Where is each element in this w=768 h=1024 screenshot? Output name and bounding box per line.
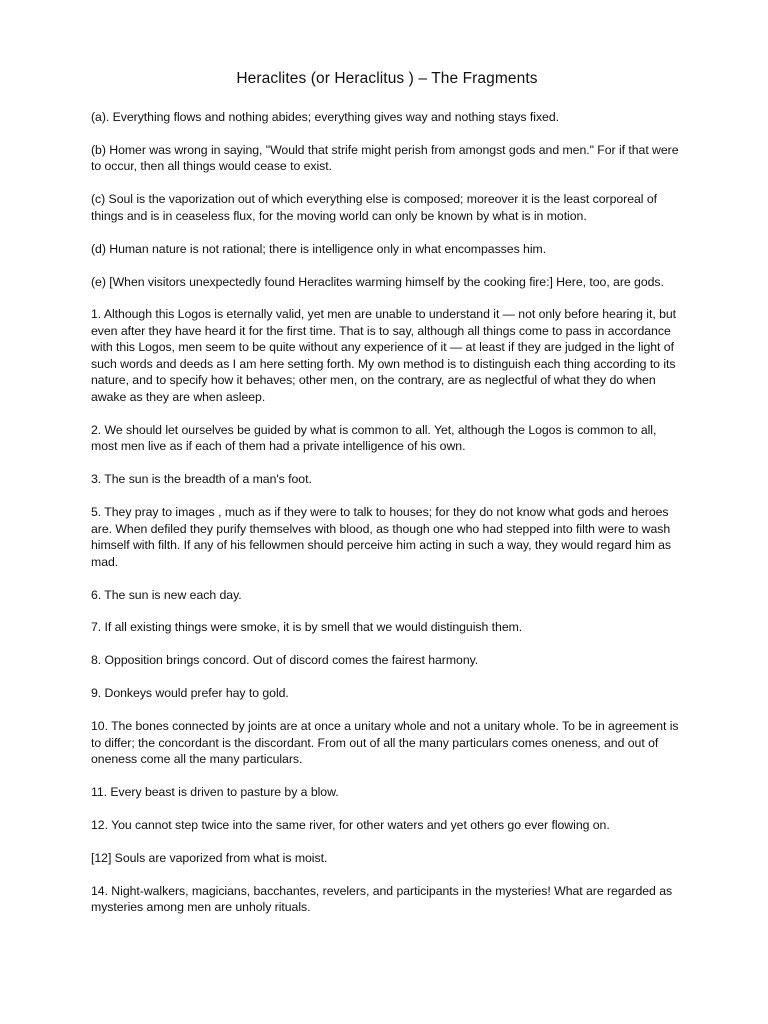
- fragment-c: (c) Soul is the vaporization out of which everything else is composed; moreover it is the least corporeal of things and is in ceaseless flux, for the moving world can only be known by what is in motion.: [91, 192, 657, 223]
- fragment-5: 5. They pray to images , much as if they were to talk to houses; for they do not know what gods and heroes are. When defiled they purify themselves with blood, as though one who had stepped into filth were to wash himself with filth. If any of his fellowmen should perceive him acting in such a way, they would regard him as mad.: [91, 505, 672, 569]
- fragment-8: 8. Opposition brings concord. Out of discord comes the fairest harmony.: [91, 653, 479, 668]
- fragment-a: (a). Everything flows and nothing abides; everything gives way and nothing stays fixed.: [91, 110, 559, 124]
- fragment-10: 10. The bones connected by joints are at once a unitary whole and not a unitary whole. To be in agreement is to differ; the concordant is the discordant. From out of all the many particulars comes oneness, and out of oneness come all the many particulars.: [91, 719, 679, 767]
- document-title: Heraclites (or Heraclitus ) – The Fragments: [236, 70, 538, 87]
- fragment-2: 2. We should let ourselves be guided by what is common to all. Yet, although the Logos is common to all, most men live as if each of them had a private intelligence of his own.: [91, 422, 657, 454]
- fragment-b: (b) Homer was wrong in saying, "Would that strife might perish from amongst gods and men." For if that were to occur, then all things would cease to exist.: [91, 142, 679, 174]
- fragment-11: 11. Every beast is driven to pasture by a blow.: [91, 784, 339, 799]
- fragment-9: 9. Donkeys would prefer hay to gold.: [91, 686, 289, 701]
- document-page: [91, 68, 683, 932]
- fragment-e: (e) [When visitors unexpectedly found Heraclites warming himself by the cooking fire:] Here, too, are gods.: [91, 274, 664, 289]
- fragment-12: 12. You cannot step twice into the same river, for other waters and yet others go ever flowing on.: [91, 817, 610, 832]
- fragment-1: 1. Although this Logos is eternally valid, yet men are unable to understand it — not only before hearing it, but even after they have heard it for the first time. That is to say, although all things come to pass in accordance with this Logos, men seem to be quite without any experience of it — at least if they are judged in the light of such words and deeds as I am here setting forth. My own method is to distinguish each thing according to its nature, and to specify how it behaves; other men, on the contrary, are as neglectful of what they do when awake as they are when asleep.: [91, 307, 677, 404]
- fragment-3: 3. The sun is the breadth of a man's foot.: [91, 472, 312, 487]
- fragment-14: 14. Night-walkers, magicians, bacchantes, revelers, and participants in the mysteries! What are regarded as mysteries among men are unholy rituals.: [91, 883, 673, 915]
- fragment-d: (d) Human nature is not rational; there is intelligence only in what encompasses him.: [91, 241, 547, 256]
- fragment-6: 6. The sun is new each day.: [91, 587, 242, 602]
- fragment-12-bracketed: [12] Souls are vaporized from what is moist.: [91, 850, 328, 865]
- fragment-7: 7. If all existing things were smoke, it is by smell that we would distinguish them.: [91, 620, 523, 635]
